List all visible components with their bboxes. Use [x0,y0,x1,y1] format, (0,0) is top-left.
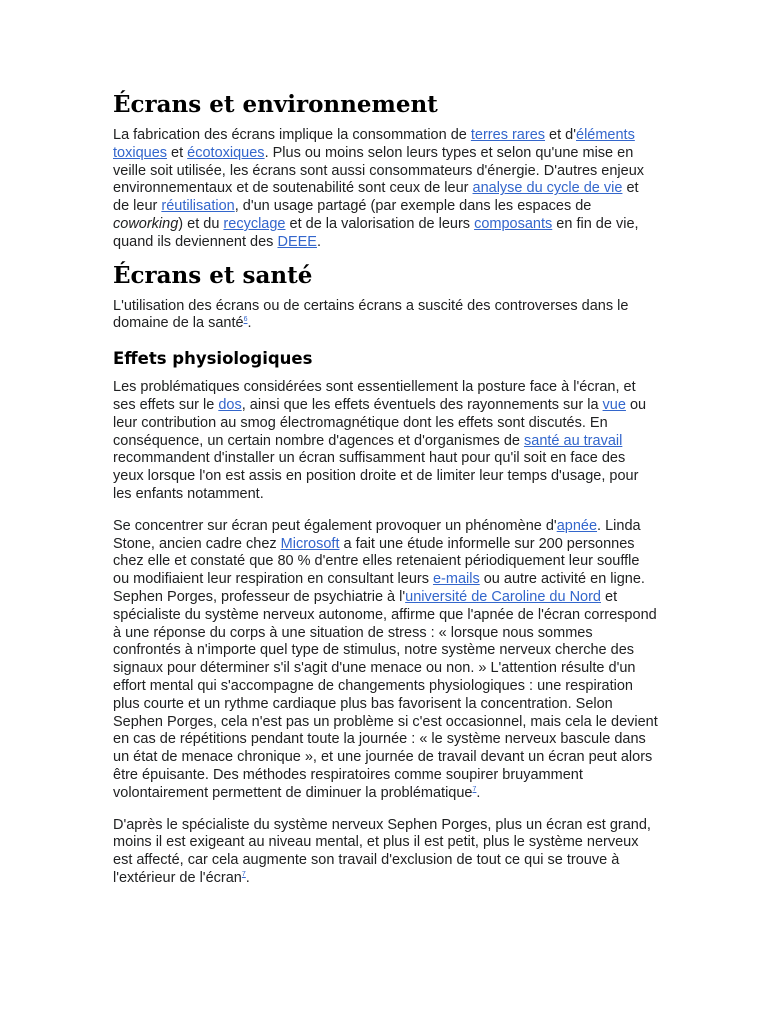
text: et de la valorisation de leurs [285,215,475,232]
text: ou autre activité en ligne. Sephen Porges, professeur de psychiatrie à l' [113,571,645,605]
text: a fait une étude informelle sur 200 personnes chez elle et constaté que 80 % d'entre elles retenaient périodiquement leur souffle ou modifiaient leur respiration en consultant leurs [113,535,640,588]
text: . [247,315,252,332]
text: en fin de vie, quand ils deviennent des [113,215,639,250]
link-recyclage[interactable]: recyclage [223,215,286,232]
spacer [113,333,658,347]
text: et de leur [113,180,639,215]
text: ) et du [178,215,224,232]
paragraph-effets-3 [113,817,658,888]
text: L'utilisation des écrans ou de certains écrans a suscité des controverses dans le domaine de la santé [113,297,629,332]
reference-link-6[interactable]: 6 [243,316,248,324]
paragraph-effets-1 [113,379,658,504]
link-vue[interactable]: vue [602,396,626,413]
text: . [476,784,481,801]
text: ou leur contribution au smog électromagnétique dont les effets sont discutés. En conséquence, un certain nombre d'agences et d'organismes de [113,396,647,449]
paragraph-effets-2 [113,518,658,803]
text: Se concentrer sur écran peut également provoquer un phénomène d' [113,517,557,534]
text: . [245,869,250,886]
link-dos[interactable]: dos [218,396,242,413]
text: . Linda Stone, ancien cadre chez [113,517,641,552]
text: , d'un usage partagé (par exemple dans les espaces de [234,198,592,215]
link-sante-au-travail[interactable]: santé au travail [524,432,623,449]
link-universite-caroline-du-nord[interactable]: université de Caroline du Nord [405,588,601,605]
link-e-mails[interactable]: e-mails [432,571,480,588]
text: et d' [545,127,576,143]
link-apnee[interactable]: apnée [556,517,598,534]
spacer [113,803,658,817]
text: Les problématiques considérées sont essentiellement la posture face à l'écran, et ses effets sur le [113,379,636,413]
paragraph-environment [113,127,658,252]
text: et [167,144,188,161]
subsection-heading-effets: Effets physiologiques [113,349,313,369]
text: et spécialiste du système nerveux autonome, affirme que l'apnée de l'écran correspond à une réponse du corps à une situation de stress : « lorsque nous sommes confrontés à n'importe quel type de stimulus, notre système nerveux cherche des signaux pour déterminer s'il s'agit d'une menace ou non. » L'attention résulte d'un effort mental qui s'accompagne de changements physiologiques : une respiration plus courte et un rythme cardiaque plus bas favorisent la concentration. Selon Sephen Porges, cela n'est pas un problème si c'est occasionnel, mais cela le devient en cas de répétitions pendant toute la journée : « le système nerveux bascule dans un état de menace chronique », et une journée de travail devant un écran peut alors être épuisante. Des méthodes respiratoires comme soupirer bruyamment volontairement permettent de diminuer la problématique [113,588,658,801]
link-composants[interactable]: composants [474,215,553,232]
text: . [316,233,321,250]
reference-link-7[interactable]: 7 [472,785,477,793]
spacer [113,252,658,260]
text: recommandent d'installer un écran suffisamment haut pour qu'il soit en face des yeux lorsque l'on est assis en position droite et de limiter leur temps d'usage, pour les enfants notamment. [113,450,639,502]
link-toxiques[interactable]: toxiques [113,144,168,161]
paragraph-sante-intro [113,298,658,334]
emphasis-coworking: coworking [113,215,179,232]
article-content [113,89,658,888]
section-heading-environment: Écrans et environnement [113,91,438,118]
link-microsoft[interactable]: Microsoft [280,535,340,552]
reference-link-7[interactable]: 7 [241,871,246,879]
link-analyse-cycle-de-vie[interactable]: analyse du cycle de vie [472,180,623,197]
text: , ainsi que les effets éventuels des rayonnements sur la [241,396,603,413]
text: La fabrication des écrans implique la consommation de [113,127,471,143]
link-ecotoxiques[interactable]: écotoxiques [187,144,265,161]
text: . Plus ou moins selon leurs types et selon qu'une mise en veille soit utilisée, les écrans sont aussi consommateurs d'énergie. D'autres enjeux environnementaux et de soutenabilité sont ceux de leur [113,144,645,197]
link-elements[interactable]: éléments [576,127,635,143]
link-terres-rares[interactable]: terres rares [470,127,546,143]
section-heading-sante: Écrans et santé [113,261,313,289]
link-deee[interactable]: DEEE [277,233,317,250]
link-reutilisation[interactable]: réutilisation [161,198,235,215]
text: D'après le spécialiste du système nerveux Sephen Porges, plus un écran est grand, moins il est exigeant au niveau mental, et plus il est petit, plus le système nerveux est affecté, car cela augmente son travail d'exclusion de tout ce qui se trouve à l'extérieur de l'écran [113,816,651,886]
spacer [113,504,658,518]
